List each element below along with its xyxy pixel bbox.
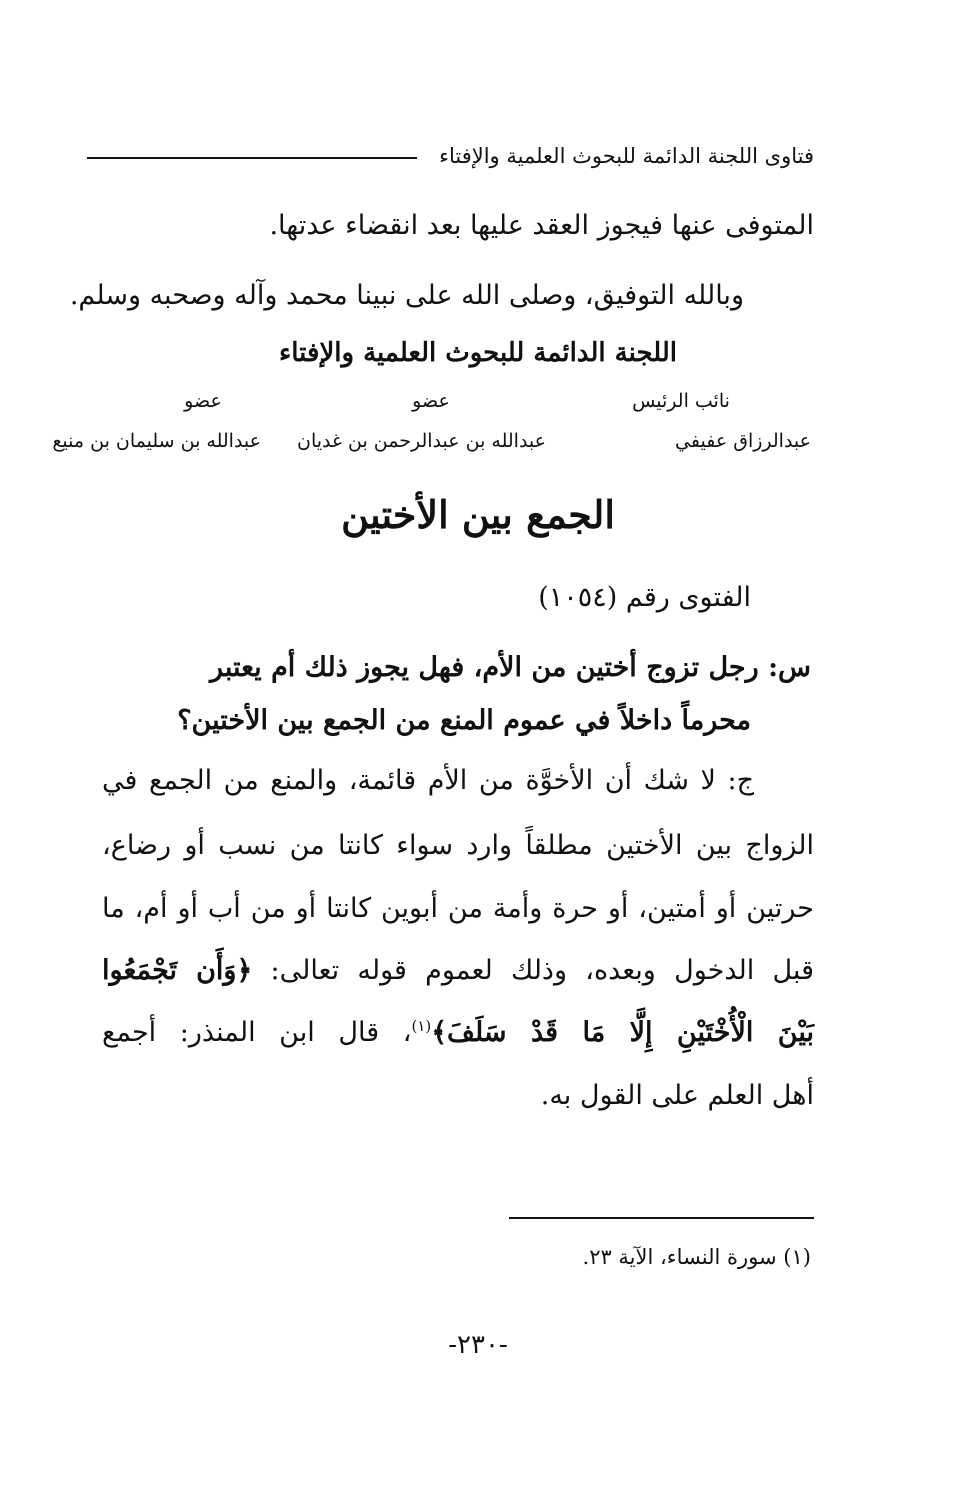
fatwa-number: الفتوى رقم (١٠٥٤) [538,582,751,613]
footnote-reference[interactable]: (١) [411,1017,432,1035]
section-title: الجمع بين الأختين [341,492,615,537]
question-line-2: محرماً داخلاً في عموم المنع من الجمع بين الأختين؟ [177,705,751,736]
quran-verse-part-1: ﴿وَأَن تَجْمَعُوا [102,955,253,986]
page-number: -٢٣٠- [448,1330,508,1360]
intro-line-1: المتوفى عنها فيجوز العقد عليها بعد انقضاء عدتها. [269,210,814,241]
footnote-rule [509,1217,814,1219]
signatory-role-member: عضو [184,390,222,412]
signatory-name: عبدالرزاق عفيفي [675,430,811,452]
signatory-role-member: عضو [412,390,450,412]
footnote: (١) سورة النساء، الآية ٢٣. [582,1245,811,1269]
answer-line-6: أهل العلم على القول به. [540,1080,814,1111]
intro-line-2: وبالله التوفيق، وصلى الله على نبينا محمد وآله وصحبه وسلم. [69,280,744,311]
signatory-role-vice-president: نائب الرئيس [632,390,730,412]
committee-name: اللجنة الدائمة للبحوث العلمية والإفتاء [279,338,677,368]
answer-line-4 [102,955,814,986]
header-rule [87,157,417,159]
running-header: فتاوى اللجنة الدائمة للبحوث العلمية والإفتاء [439,144,814,168]
answer-line-1: ج: لا شك أن الأخوَّة من الأم قائمة، والمنع من الجمع في [102,765,754,796]
quran-verse-part-2: بَيْنَ الْأُخْتَيْنِ إِلَّا مَا قَدْ سَلَفَ﴾ [431,1017,815,1048]
answer-line-2: الزواج بين الأختين مطلقاً وارد سواء كانتا من نسب أو رضاع، [102,830,814,861]
answer-line-5-text: ، قال ابن المنذر: أجمع [102,1017,412,1048]
answer-line-4-text: قبل الدخول وبعده، وذلك لعموم قوله تعالى: [252,955,814,986]
answer-line-3: حرتين أو أمتين، أو حرة وأمة من أبوين كانتا أو من أب أو أم، ما [102,893,814,924]
question-line-1: س: رجل تزوج أختين من الأم، فهل يجوز ذلك أم يعتبر [209,652,811,683]
answer-line-5 [102,1017,814,1048]
signatory-name: عبدالله بن عبدالرحمن بن غديان [297,430,546,452]
signatory-name: عبدالله بن سليمان بن منيع [52,430,261,452]
